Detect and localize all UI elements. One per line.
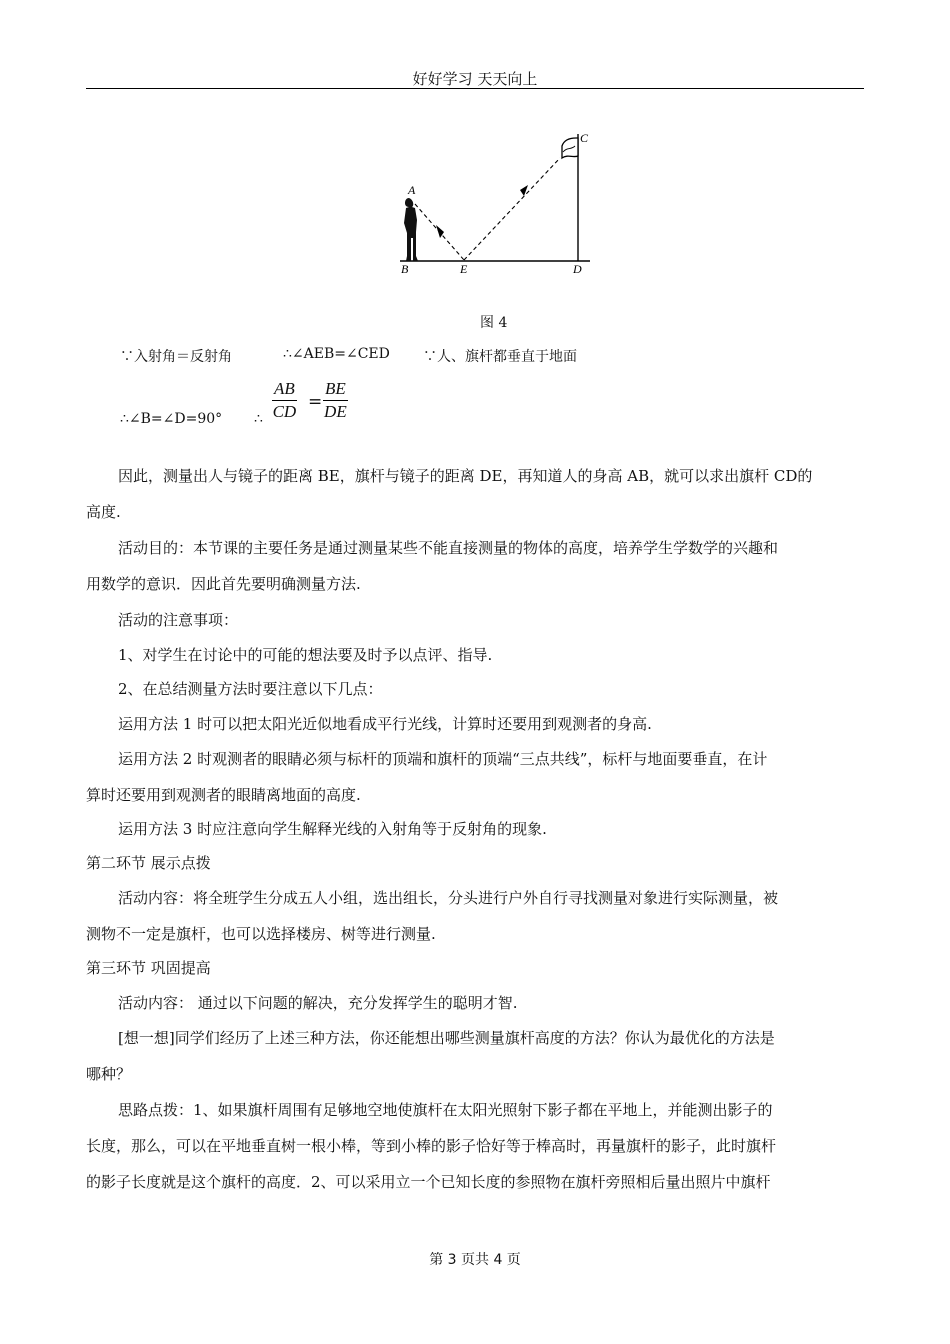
paragraph-line: 因此，测量出人与镜子的距离 BE，旗杆与镜子的距离 DE，再知道人的身高 AB，就可以求出旗杆 CD的 <box>118 467 813 485</box>
paragraph-line: 活动内容： 通过以下问题的解决，充分发挥学生的聪明才智. <box>118 994 518 1012</box>
paragraph-line: 运用方法 2 时观测者的眼睛必须与标杆的顶端和旗杆的顶端“三点共线”，标杆与地面要垂直，在计 <box>118 750 768 768</box>
paragraph-line: 运用方法 1 时可以把太阳光近似地看成平行光线，计算时还要用到观测者的身高. <box>118 715 652 733</box>
paragraph-line: 长度，那么，可以在平地垂直树一根小棒，等到小棒的影子恰好等于棒高时，再量旗杆的影子，此时旗杆 <box>86 1137 777 1155</box>
paragraph-line: 活动目的：本节课的主要任务是通过测量某些不能直接测量的物体的高度，培养学生学数学的兴趣和 <box>118 539 779 557</box>
reflected-ray-ec <box>464 158 560 260</box>
paragraph-line: 活动的注意事项： <box>118 611 239 629</box>
paragraph-line: 运用方法 3 时应注意向学生解释光线的入射角等于反射角的现象. <box>118 820 547 838</box>
reason-therefore-2: ∴∠B=∠D=90° <box>120 411 223 427</box>
label-a: A <box>408 183 416 197</box>
paragraph-line: 思路点拨：1、如果旗杆周围有足够地空地使旗杆在太阳光照射下影子都在平地上，并能测出影子的 <box>118 1101 773 1119</box>
figure-caption: 图 4 <box>480 315 508 331</box>
paragraph-line: 活动内容：将全班学生分成五人小组，选出组长，分头进行户外自行寻找测量对象进行实际测量，被 <box>118 889 779 907</box>
fraction-right-numerator: BE <box>323 379 348 401</box>
fraction-right <box>323 379 348 423</box>
reason-therefore-1: ∴∠AEB=∠CED <box>283 346 390 362</box>
section-heading: 第三环节 巩固提高 <box>86 959 211 977</box>
fraction-left <box>272 379 297 423</box>
fraction-equals: = <box>308 392 323 412</box>
paragraph-line: 高度. <box>86 503 121 521</box>
header-rule <box>86 88 864 89</box>
paragraph-line: 测物不一定是旗杆，也可以选择楼房、树等进行测量. <box>86 925 436 943</box>
reason-therefore-3: ∴ <box>254 411 263 427</box>
reason-because-1: ∵入射角＝反射角 <box>120 349 232 365</box>
person-ab <box>404 198 418 261</box>
label-c: C <box>580 131 589 145</box>
section-heading: 第二环节 展示点拨 <box>86 854 211 872</box>
label-d: D <box>573 262 582 276</box>
page-footer: 第 3 页共 4 页 <box>429 1252 521 1268</box>
label-b: B <box>401 262 409 276</box>
fraction-right-denominator: DE <box>324 402 347 421</box>
fraction-left-numerator: AB <box>272 379 297 401</box>
page-header: 好好学习 天天向上 <box>412 70 538 88</box>
paragraph-line: 2、在总结测量方法时要注意以下几点： <box>118 680 383 698</box>
paragraph-line: 1、对学生在讨论中的可能的想法要及时予以点评、指导. <box>118 646 493 664</box>
paragraph-line: 算时还要用到观测者的眼睛离地面的高度. <box>86 786 361 804</box>
paragraph-line: 用数学的意识．因此首先要明确测量方法. <box>86 575 361 593</box>
paragraph-line: 的影子长度就是这个旗杆的高度．2、可以采用立一个已知长度的参照物在旗杆旁照相后量出照片中旗杆 <box>86 1173 771 1191</box>
paragraph-line: [想一想]同学们经历了上述三种方法，你还能想出哪些测量旗杆高度的方法？你认为最优化的方法是 <box>118 1029 775 1047</box>
paragraph-line: 哪种？ <box>86 1065 132 1083</box>
fraction-left-denominator: CD <box>272 402 297 421</box>
arrow-reflected <box>520 185 528 196</box>
reflection-diagram <box>392 128 602 278</box>
reason-because-2: ∵人、旗杆都垂直于地面 <box>423 349 577 365</box>
label-e: E <box>460 262 468 276</box>
